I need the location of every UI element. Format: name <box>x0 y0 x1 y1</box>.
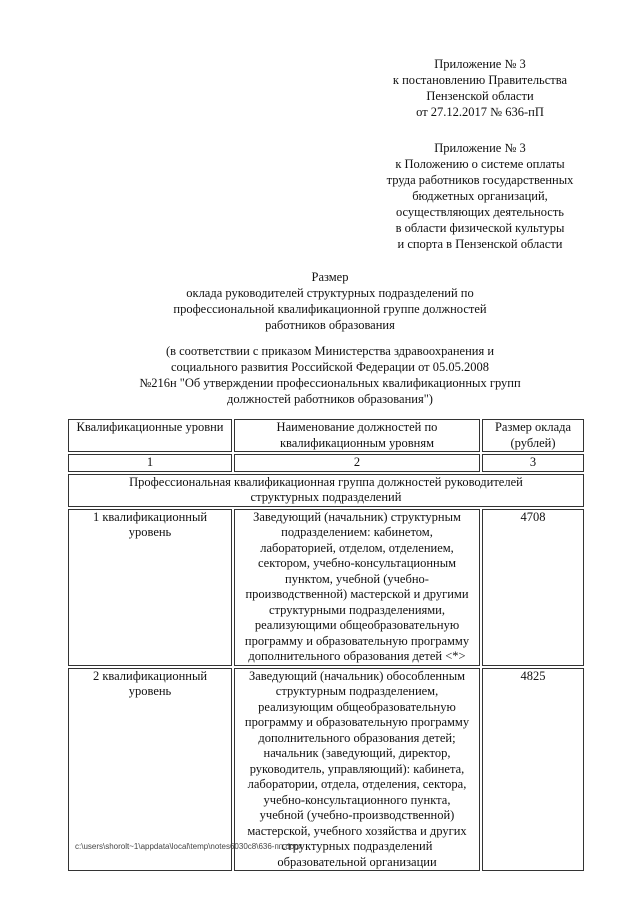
position-line: мастерской, учебного хозяйства и других <box>247 823 467 838</box>
position-line: пунктом, учебной (учебно- <box>285 571 429 586</box>
appendix-line: Пензенской области <box>426 89 534 103</box>
position-line: начальник (заведующий, директор, <box>263 746 451 760</box>
position-line: лабораторией, отделом, отделением, <box>260 540 454 555</box>
appendix-line: бюджетных организаций, <box>412 189 548 203</box>
appendix-line: Приложение № 3 <box>434 57 526 71</box>
level-line: 2 квалификационный <box>92 668 208 683</box>
level-cell <box>68 509 232 666</box>
position-line: учебно-консультационного пункта, <box>263 792 451 807</box>
title-line: профессиональной квалификационной группе должностей <box>173 302 487 316</box>
salary-cell: 4708 <box>482 509 584 666</box>
column-number-row <box>68 454 584 472</box>
header-text: Размер оклада <box>494 420 572 434</box>
level-line: уровень <box>128 684 172 698</box>
position-line: учебной (учебно-производственной) <box>259 808 455 822</box>
position-line: лаборатории, отдела, отделения, сектора, <box>247 777 467 791</box>
group-title-line: Профессиональная квалификационная группа должностей руководителей <box>129 474 523 489</box>
positions-cell <box>234 509 480 666</box>
appendix-line: в области физической культуры <box>395 221 565 235</box>
position-line: Заведующий (начальник) структурным <box>253 509 461 524</box>
subtitle-line: должностей работников образования") <box>227 392 433 406</box>
position-line: программу и образовательную программу <box>244 633 470 648</box>
position-line: подразделением: кабинетом, <box>281 525 433 539</box>
position-line: Заведующий (начальник) обособленным <box>248 668 466 683</box>
level-line: 1 квалификационный <box>92 509 208 524</box>
salary-cell: 4825 <box>482 668 584 872</box>
column-number: 2 <box>234 454 480 472</box>
document-subtitle <box>60 343 600 407</box>
group-title-cell <box>68 474 584 507</box>
appendix-line: к постановлению Правительства <box>392 73 568 87</box>
position-line: образовательной организации <box>277 854 437 869</box>
level-line: уровень <box>128 525 172 539</box>
position-line: структурным подразделением, <box>275 684 439 698</box>
table-row <box>68 668 584 872</box>
position-line: реализующим общеобразовательную <box>258 699 456 714</box>
title-line: работников образования <box>265 318 395 332</box>
document-title <box>60 269 600 333</box>
position-line: программу и образовательную программу <box>244 715 470 729</box>
column-number: 3 <box>482 454 584 472</box>
subtitle-line: социального развития Российской Федерации от 05.05.2008 <box>170 360 490 374</box>
header-text: Наименование должностей по <box>276 420 438 434</box>
position-line: структурными подразделениями, <box>268 602 445 617</box>
position-line: дополнительного образования детей <*> <box>248 649 466 663</box>
subtitle-line: (в соответствии с приказом Министерства здравоохранения и <box>165 344 495 358</box>
salary-table <box>66 417 586 873</box>
position-line: руководитель, управляющий): кабинета, <box>249 761 465 776</box>
header-cell-positions <box>234 419 480 452</box>
appendix-block-resolution <box>355 56 605 120</box>
header-text: Квалификационные уровни <box>76 420 224 434</box>
file-path-footer: c:\users\shorolt~1\appdata\local\temp\notes6030c8\636-пп.docx <box>75 842 303 851</box>
positions-cell <box>234 668 480 872</box>
appendix-line: к Положению о системе оплаты <box>395 157 565 171</box>
position-line: дополнительного образования детей; <box>258 730 456 745</box>
position-line: сектором, учебно-консультационным <box>257 556 457 570</box>
table-row <box>68 509 584 666</box>
header-cell-level <box>68 419 232 452</box>
appendix-block-regulation <box>330 140 630 252</box>
position-line: структурных подразделений <box>281 839 433 853</box>
subtitle-line: №216н "Об утверждении профессиональных квалификационных групп <box>139 376 521 390</box>
appendix-line: и спорта в Пензенской области <box>397 237 563 251</box>
header-text: (рублей) <box>510 435 556 450</box>
header-cell-salary <box>482 419 584 452</box>
appendix-line: от 27.12.2017 № 636-пП <box>416 105 544 119</box>
appendix-line: осуществляющих деятельность <box>395 205 564 219</box>
title-line: оклада руководителей структурных подразделений по <box>186 286 474 300</box>
title-line: Размер <box>311 270 349 284</box>
group-row <box>68 474 584 507</box>
column-number: 1 <box>68 454 232 472</box>
header-text: квалификационным уровням <box>279 435 435 450</box>
position-line: реализующими общеобразовательную <box>254 618 460 632</box>
level-cell <box>68 668 232 872</box>
position-line: производственной) мастерской и другими <box>245 587 469 601</box>
group-title-line: структурных подразделений <box>250 490 402 504</box>
table-header-row <box>68 419 584 452</box>
appendix-line: труда работников государственных <box>386 173 574 187</box>
appendix-line: Приложение № 3 <box>434 141 526 155</box>
